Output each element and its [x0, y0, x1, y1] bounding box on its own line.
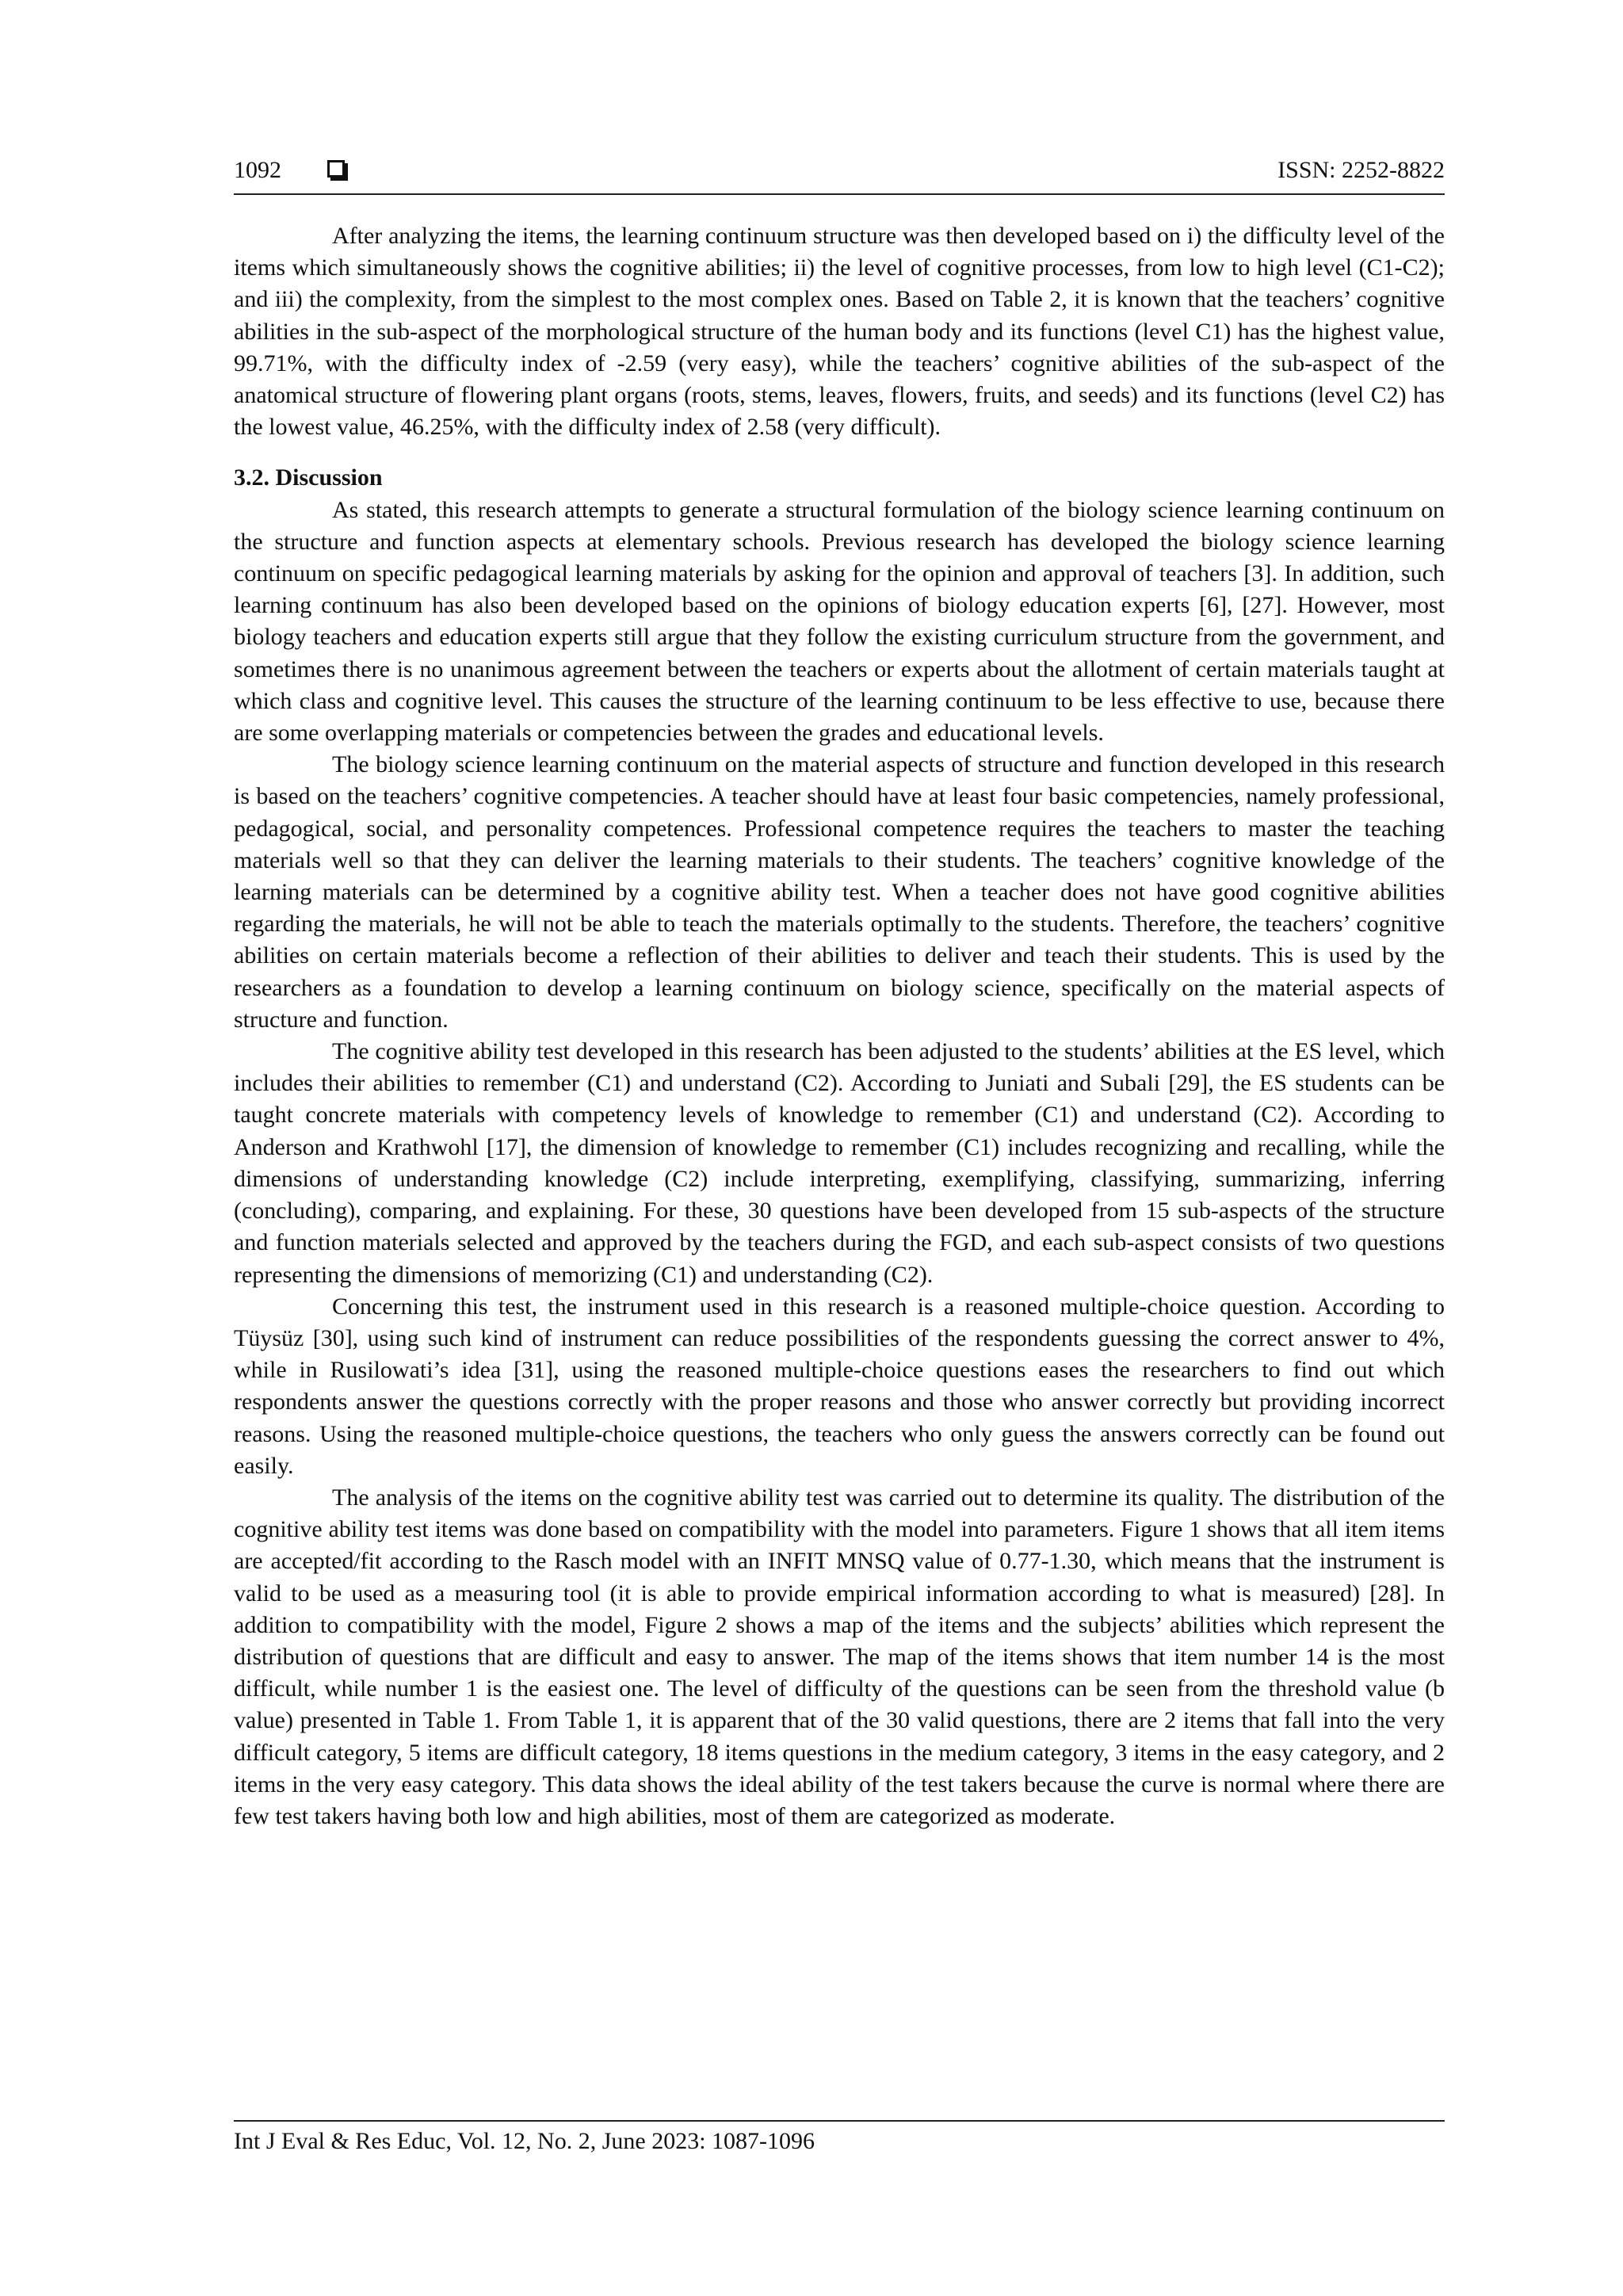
article-body [234, 220, 1445, 1832]
journal-citation: Int J Eval & Res Educ, Vol. 12, No. 2, June 2023: 1087-1096 [234, 2128, 815, 2154]
page-header [234, 155, 1445, 195]
issn-label: ISSN: 2252-8822 [1277, 157, 1445, 183]
paragraph-5: Concerning this test, the instrument used in this research is a reasoned multiple-choice question. According to Tüysüz [30], using such kind of instrument can reduce possibilities of the respondents guessing the correct answer to 4%, while in Rusilowati’s idea [31], using the reasoned multiple-choice questions eases the researchers to find out which respondents answer the questions correctly with the proper reasons and those who answer correctly but providing incorrect reasons. Using the reasoned multiple-choice questions, the teachers who only guess the answers correctly can be found out easily. [234, 1293, 1445, 1479]
paragraph-4: The cognitive ability test developed in this research has been adjusted to the students’ abilities at the ES level, which includes their abilities to remember (C1) and understand (C2). According to Juniati and Subali [29], the ES students can be taught concrete materials with competency levels of knowledge to remember (C1) and understand (C2). According to Anderson and Krathwohl [17], the dimension of knowledge to remember (C1) includes recognizing and recalling, while the dimensions of understanding knowledge (C2) include interpreting, exemplifying, classifying, summarizing, inferring (concluding), comparing, and explaining. For these, 30 questions have been developed from 15 sub-aspects of the structure and function materials selected and approved by the teachers during the FGD, and each sub-aspect consists of two questions representing the dimensions of memorizing (C1) and understanding (C2). [234, 1038, 1445, 1288]
page-footer [234, 2120, 1445, 2155]
paragraph-2: As stated, this research attempts to generate a structural formulation of the biology science learning continuum on the structure and function aspects at elementary schools. Previous research has developed the biology science learning continuum on specific pedagogical learning materials by asking for the opinion and approval of teachers [3]. In addition, such learning continuum has also been developed based on the opinions of biology education experts [6], [27]. However, most biology teachers and education experts still argue that they follow the existing curriculum structure from the government, and sometimes there is no unanimous agreement between the teachers or experts about the allotment of certain materials taught at which class and cognitive level. This causes the structure of the learning continuum to be less effective to use, because there are some overlapping materials or competencies between the grades and educational levels. [234, 496, 1445, 747]
paragraph-6: The analysis of the items on the cognitive ability test was carried out to determine its quality. The distribution of the cognitive ability test items was done based on compatibility with the model into parameters. Figure 1 shows that all item items are accepted/fit according to the Rasch model with an INFIT MNSQ value of 0.77-1.30, which means that the instrument is valid to be used as a measuring tool (it is able to provide empirical information according to what is measured) [28]. In addition to compatibility with the model, Figure 2 shows a map of the items and the subjects’ abilities which represent the distribution of questions that are difficult and easy to answer. The map of the items shows that item number 14 is the most difficult, while number 1 is the easiest one. The level of difficulty of the questions can be seen from the threshold value (b value) presented in Table 1. From Table 1, it is apparent that of the 30 valid questions, there are 2 items that fall into the very difficult category, 5 items are difficult category, 18 items questions in the medium category, 3 items in the easy category, and 2 items in the very easy category. This data shows the ideal ability of the test takers because the curve is normal where there are few test takers having both low and high abilities, most of them are categorized as moderate. [234, 1484, 1445, 1829]
section-heading-discussion: 3.2. Discussion [234, 464, 383, 491]
square-bullet-icon [327, 160, 345, 178]
paragraph-3: The biology science learning continuum on the material aspects of structure and function developed in this research is based on the teachers’ cognitive competencies. A teacher should have at least four basic competencies, namely professional, pedagogical, social, and personality competences. Professional competence requires the teachers to master the teaching materials well so that they can deliver the learning materials to their students. The teachers’ cognitive knowledge of the learning materials can be determined by a cognitive ability test. When a teacher does not have good cognitive abilities regarding the materials, he will not be able to teach the materials optimally to the students. Therefore, the teachers’ cognitive abilities on certain materials become a reflection of their abilities to deliver and teach their students. This is used by the researchers as a foundation to develop a learning continuum on biology science, specifically on the material aspects of structure and function. [234, 751, 1445, 1033]
page-number: 1092 [234, 157, 281, 183]
paragraph-1: After analyzing the items, the learning continuum structure was then developed based on i) the difficulty level of the items which simultaneously shows the cognitive abilities; ii) the level of cognitive processes, from low to high level (C1-C2); and iii) the complexity, from the simplest to the most complex ones. Based on Table 2, it is known that the teachers’ cognitive abilities in the sub-aspect of the morphological structure of the human body and its functions (level C1) has the highest value, 99.71%, with the difficulty index of -2.59 (very easy), while the teachers’ cognitive abilities of the sub-aspect of the anatomical structure of flowering plant organs (roots, stems, leaves, flowers, fruits, and seeds) and its functions (level C2) has the lowest value, 46.25%, with the difficulty index of 2.58 (very difficult). [234, 223, 1445, 441]
